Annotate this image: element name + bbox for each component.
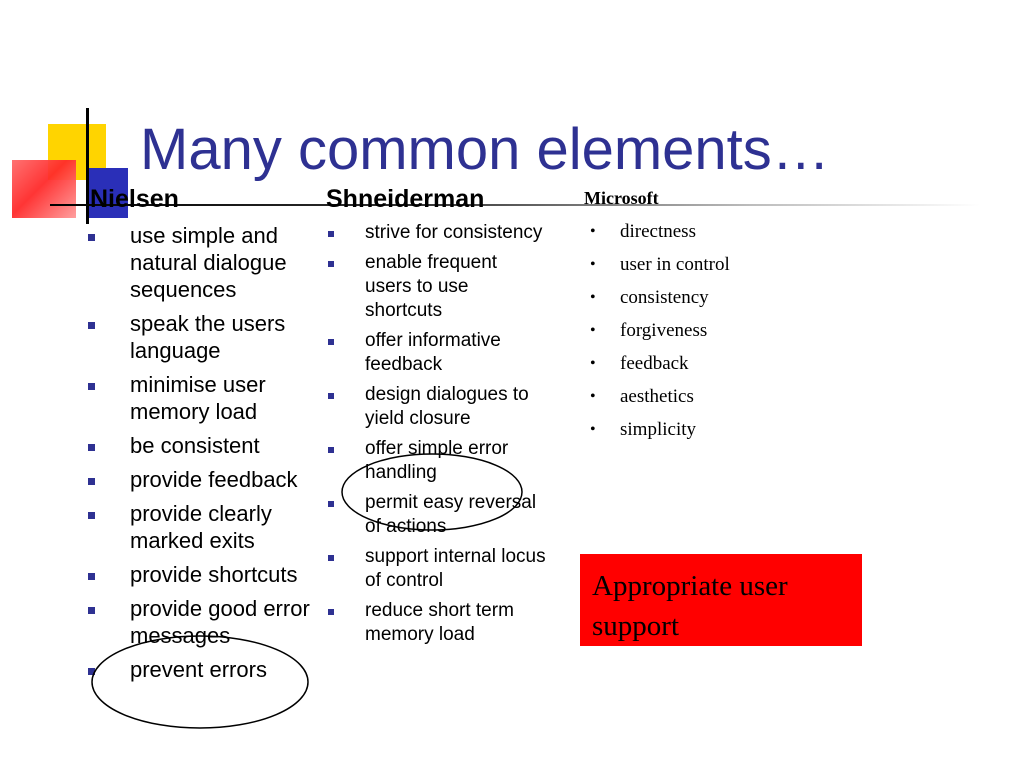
list-item	[326, 329, 546, 377]
list-item	[88, 432, 328, 459]
square-bullet-icon	[88, 234, 95, 241]
microsoft-heading: Microsoft	[584, 188, 659, 208]
square-bullet-icon	[328, 501, 334, 507]
list-item	[326, 437, 546, 485]
list-item-text: offer simple error handling	[365, 438, 509, 483]
square-bullet-icon	[328, 393, 334, 399]
list-item-text: aesthetics	[620, 386, 694, 407]
bullet-dot-icon: •	[590, 256, 596, 273]
list-item	[588, 253, 848, 277]
list-item-text: permit easy reversal of actions	[365, 492, 537, 537]
square-bullet-icon	[328, 447, 334, 453]
bullet-dot-icon: •	[590, 289, 596, 306]
list-item-text: speak the users language	[130, 311, 286, 363]
list-item	[326, 491, 546, 539]
square-bullet-icon	[88, 668, 95, 675]
list-item-text: design dialogues to yield closure	[365, 384, 529, 429]
nielsen-list	[88, 222, 328, 690]
support-callout-text: Appropriate user support	[592, 570, 788, 642]
bullet-dot-icon: •	[590, 355, 596, 372]
support-callout	[580, 554, 862, 646]
shneiderman-list	[326, 221, 546, 653]
title-divider	[50, 204, 980, 206]
list-item	[326, 221, 546, 245]
list-item	[88, 371, 328, 425]
list-item	[326, 383, 546, 431]
list-item	[588, 418, 848, 442]
bullet-dot-icon: •	[590, 421, 596, 438]
list-item-text: support internal locus of control	[365, 546, 546, 591]
list-item	[326, 599, 546, 647]
list-item	[326, 545, 546, 593]
bullet-dot-icon: •	[590, 322, 596, 339]
list-item-text: reduce short term memory load	[365, 600, 514, 645]
list-item-text: enable frequent users to use shortcuts	[365, 252, 498, 321]
list-item-text: provide shortcuts	[130, 562, 298, 587]
square-bullet-icon	[88, 383, 95, 390]
square-bullet-icon	[88, 573, 95, 580]
bullet-dot-icon: •	[590, 223, 596, 240]
list-item	[88, 222, 328, 303]
square-bullet-icon	[328, 231, 334, 237]
square-bullet-icon	[328, 609, 334, 615]
list-item	[588, 352, 848, 376]
list-item	[88, 466, 328, 493]
square-bullet-icon	[88, 478, 95, 485]
list-item-text: use simple and natural dialogue sequences	[130, 223, 287, 302]
list-item	[88, 656, 328, 683]
square-bullet-icon	[328, 555, 334, 561]
list-item-text: strive for consistency	[365, 222, 543, 243]
list-item-text: consistency	[620, 287, 709, 308]
list-item	[588, 319, 848, 343]
square-bullet-icon	[88, 512, 95, 519]
list-item	[326, 251, 546, 323]
decor-vertical-line	[86, 108, 89, 224]
square-bullet-icon	[328, 339, 334, 345]
list-item-text: offer informative feedback	[365, 330, 501, 375]
list-item-text: user in control	[620, 254, 730, 275]
list-item-text: provide good error messages	[130, 596, 310, 648]
list-item-text: provide feedback	[130, 467, 298, 492]
list-item	[588, 220, 848, 244]
list-item-text: prevent errors	[130, 657, 267, 682]
slide-title: Many common elements…	[140, 117, 830, 182]
list-item	[88, 310, 328, 364]
list-item-text: feedback	[620, 353, 689, 374]
list-item-text: be consistent	[130, 433, 260, 458]
list-item	[88, 595, 328, 649]
list-item-text: provide clearly marked exits	[130, 501, 272, 553]
list-item-text: forgiveness	[620, 320, 708, 341]
list-item-text: directness	[620, 221, 696, 242]
list-item	[88, 500, 328, 554]
list-item	[88, 561, 328, 588]
shneiderman-heading: Shneiderman	[326, 185, 485, 213]
square-bullet-icon	[88, 607, 95, 614]
bullet-dot-icon: •	[590, 388, 596, 405]
list-item-text: minimise user memory load	[130, 372, 266, 424]
square-bullet-icon	[88, 444, 95, 451]
list-item-text: simplicity	[620, 419, 696, 440]
decor-red-square	[12, 160, 76, 218]
microsoft-list	[588, 220, 848, 451]
list-item	[588, 286, 848, 310]
nielsen-heading: Nielsen	[90, 185, 179, 213]
square-bullet-icon	[328, 261, 334, 267]
list-item	[588, 385, 848, 409]
square-bullet-icon	[88, 322, 95, 329]
